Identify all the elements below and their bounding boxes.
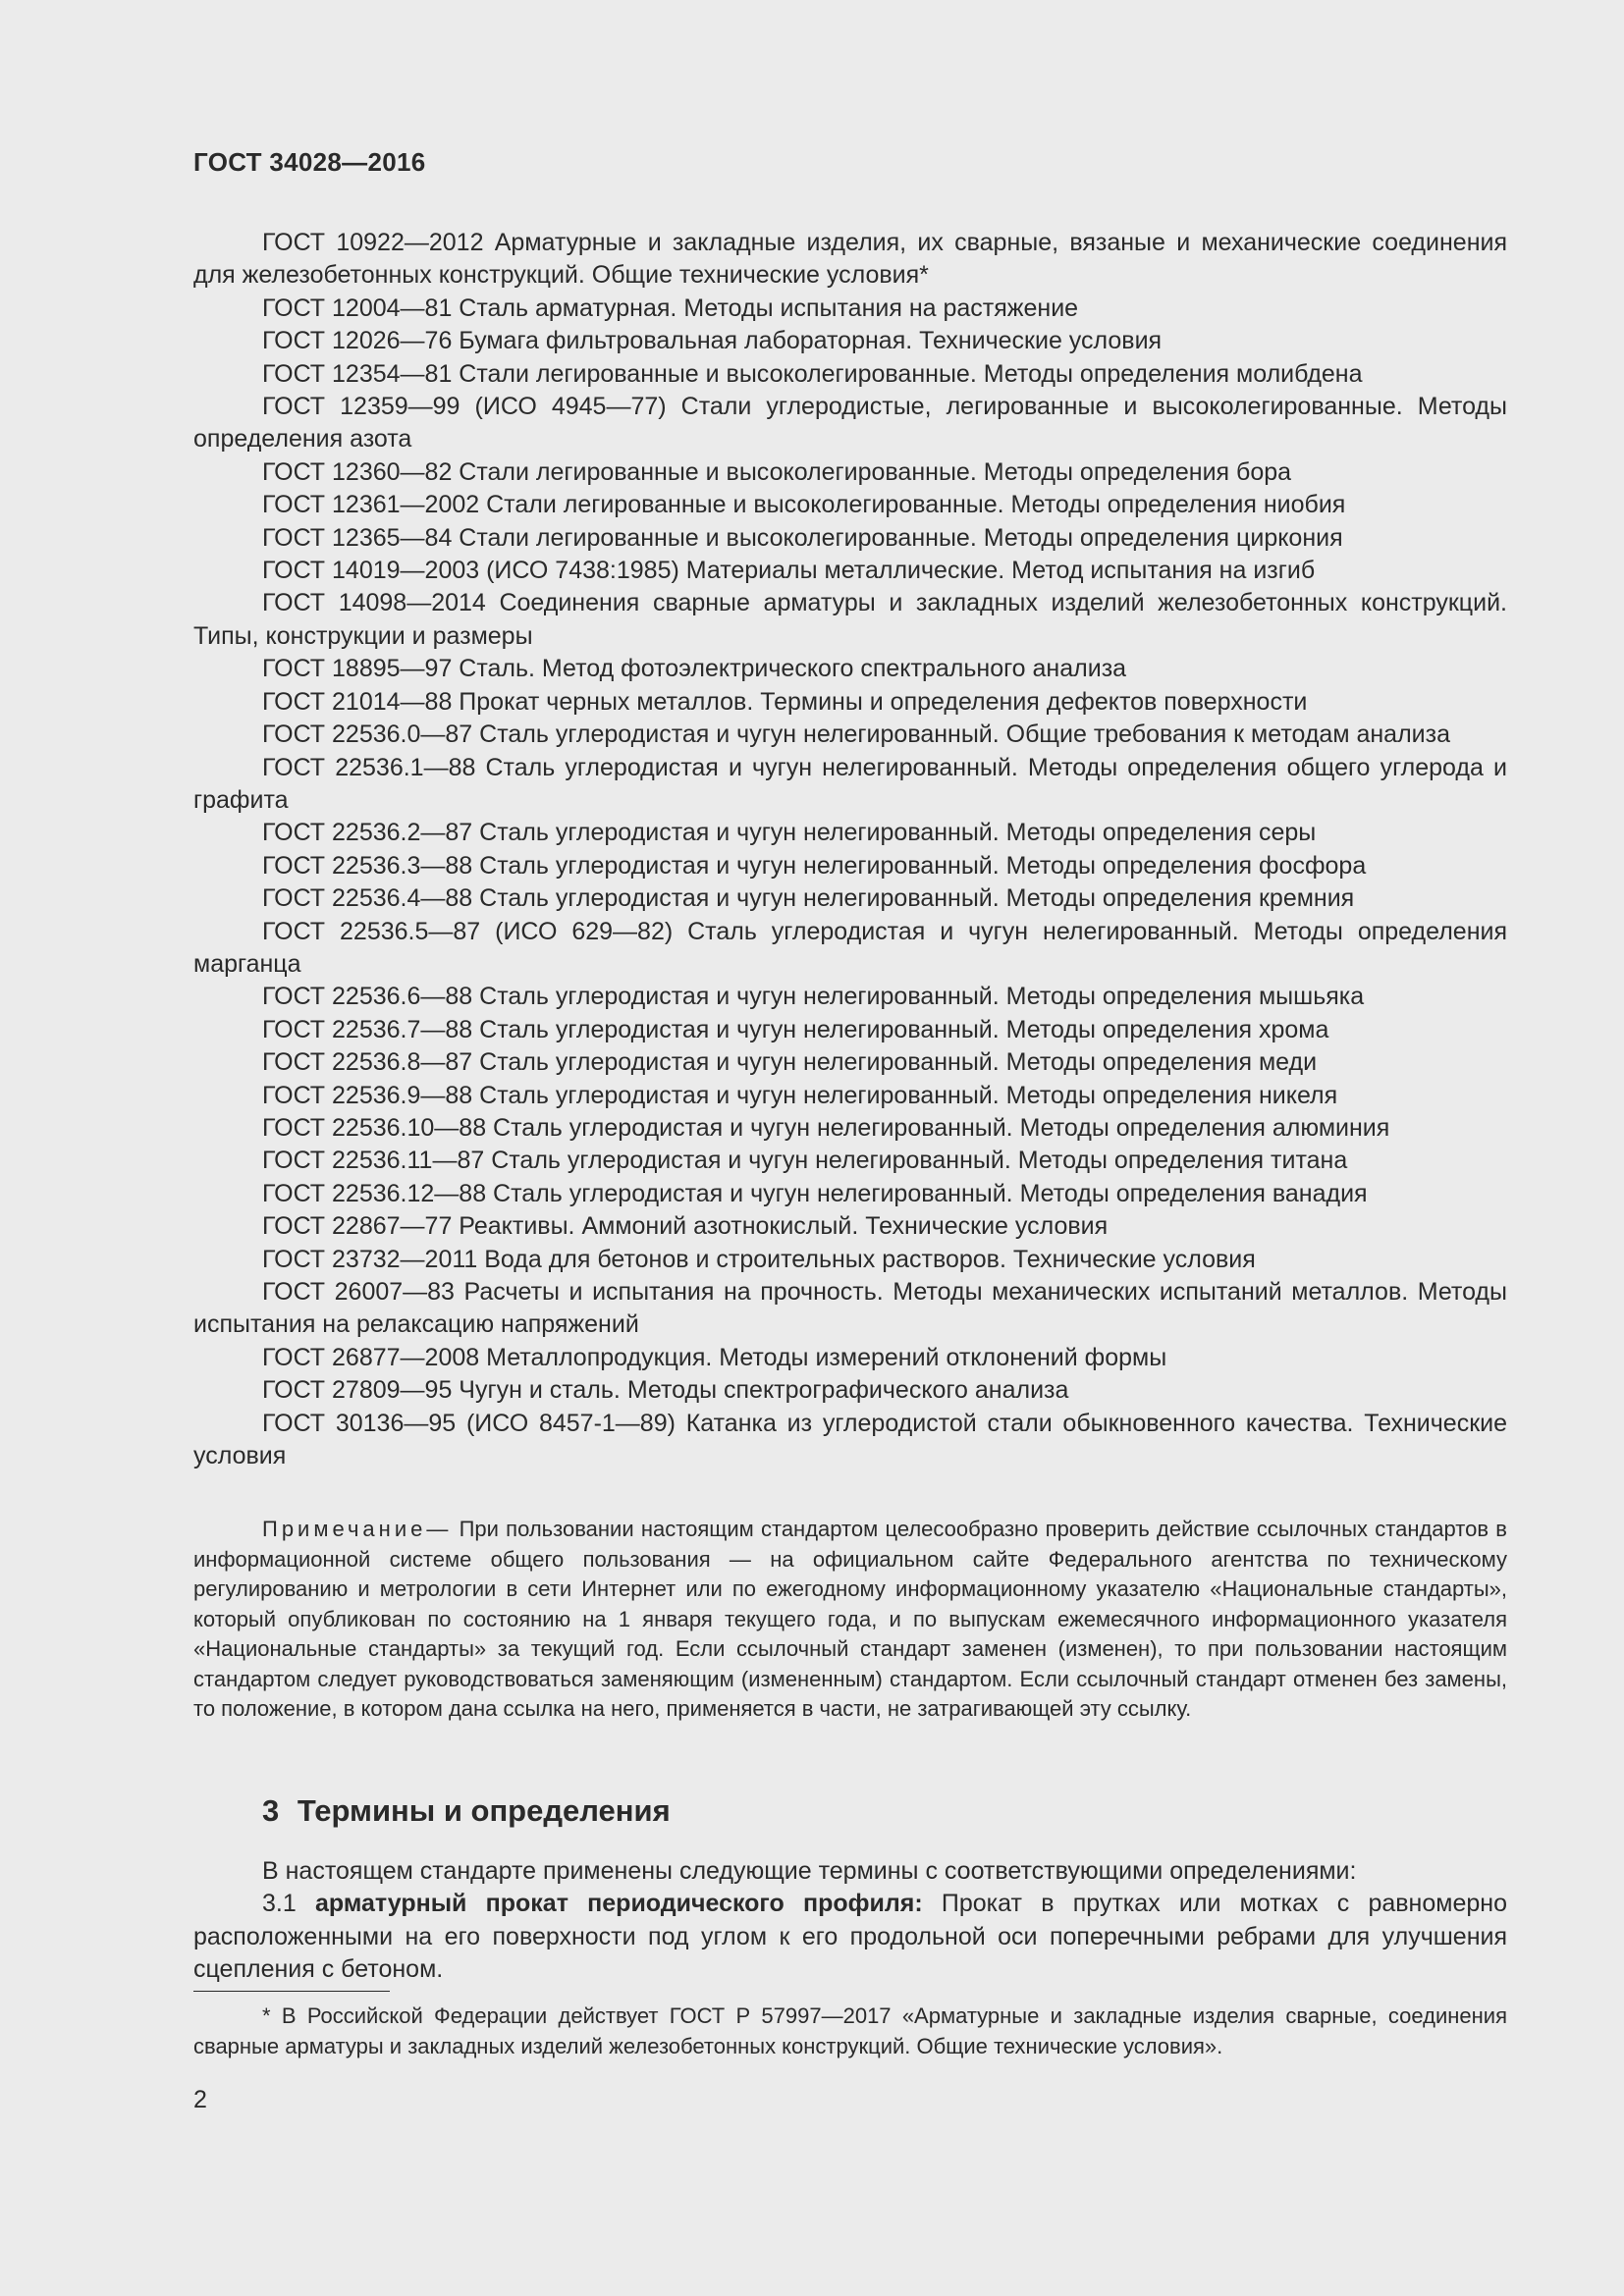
- reference-item: ГОСТ 12026—76 Бумага фильтровальная лабораторная. Технические условия: [262, 327, 1163, 355]
- reference-item: ГОСТ 18895—97 Сталь. Метод фотоэлектрического спектрального анализа: [262, 655, 1127, 683]
- page-number: 2: [193, 2086, 207, 2113]
- reference-item: ГОСТ 22536.1—88 Сталь углеродистая и чугун нелегированный. Методы определения общего углерода и графита: [193, 753, 1507, 814]
- reference-item: ГОСТ 23732—2011 Вода для бетонов и строительных растворов. Технические условия: [262, 1245, 1256, 1273]
- reference-item: ГОСТ 22536.0—87 Сталь углеродистая и чугун нелегированный. Общие требования к методам анализа: [262, 721, 1450, 749]
- reference-item: ГОСТ 10922—2012 Арматурные и закладные изделия, их сварные, вязаные и механические соединения для железобетонных конструкций. Общие технические условия*: [193, 229, 1507, 290]
- reference-item: ГОСТ 22536.11—87 Сталь углеродистая и чугун нелегированный. Методы определения титана: [262, 1147, 1348, 1175]
- section-intro: В настоящем стандарте применены следующие термины с соответствующими определениями:: [262, 1857, 1357, 1885]
- reference-item: ГОСТ 26877—2008 Металлопродукция. Методы измерений отклонений формы: [262, 1343, 1167, 1371]
- footnote: * В Российской Федерации действует ГОСТ Р 57997—2017 «Арматурные и закладные изделия сварные, соединения сварные арматуры и закладных изделий железобетонных конструкций. Общие технические условия».: [193, 2003, 1507, 2058]
- reference-item: ГОСТ 22536.12—88 Сталь углеродистая и чугун нелегированный. Методы определения ванадия: [262, 1179, 1368, 1207]
- reference-item: ГОСТ 22536.5—87 (ИСО 629—82) Сталь углеродистая и чугун нелегированный. Методы определения марганца: [193, 917, 1507, 978]
- footnote-divider: [193, 1991, 390, 1992]
- reference-item: ГОСТ 14019—2003 (ИСО 7438:1985) Материалы металлические. Метод испытания на изгиб: [262, 557, 1316, 585]
- reference-item: ГОСТ 22536.2—87 Сталь углеродистая и чугун нелегированный. Методы определения серы: [262, 819, 1317, 847]
- reference-item: ГОСТ 22536.6—88 Сталь углеродистая и чугун нелегированный. Методы определения мышьяка: [262, 983, 1365, 1011]
- reference-item: ГОСТ 12360—82 Стали легированные и высоколегированные. Методы определения бора: [262, 457, 1292, 486]
- reference-item: ГОСТ 14098—2014 Соединения сварные арматуры и закладных изделий железобетонных конструкций. Типы, конструкции и размеры: [193, 589, 1507, 650]
- reference-item: ГОСТ 21014—88 Прокат черных металлов. Термины и определения дефектов поверхности: [262, 687, 1308, 716]
- term-number: 3.1: [262, 1890, 297, 1918]
- normative-references-list: [193, 227, 1507, 1472]
- reference-item: ГОСТ 22536.3—88 Сталь углеродистая и чугун нелегированный. Методы определения фосфора: [262, 851, 1367, 880]
- note-paragraph: [193, 1515, 1507, 1725]
- reference-item: ГОСТ 22536.9—88 Сталь углеродистая и чугун нелегированный. Методы определения никеля: [262, 1081, 1338, 1109]
- reference-item: ГОСТ 22536.4—88 Сталь углеродистая и чугун нелегированный. Методы определения кремния: [262, 884, 1355, 913]
- reference-item: ГОСТ 22536.7—88 Сталь углеродистая и чугун нелегированный. Методы определения хрома: [262, 1015, 1329, 1043]
- reference-item: ГОСТ 22867—77 Реактивы. Аммоний азотнокислый. Технические условия: [262, 1212, 1109, 1241]
- section-title-text: Термины и определения: [297, 1793, 671, 1828]
- reference-item: ГОСТ 12004—81 Сталь арматурная. Методы испытания на растяжение: [262, 294, 1079, 322]
- reference-item: ГОСТ 12361—2002 Стали легированные и высоколегированные. Методы определения ниобия: [262, 491, 1346, 519]
- term-definition: [193, 1888, 1507, 1986]
- document-header: ГОСТ 34028—2016: [193, 147, 426, 177]
- term-name: арматурный прокат периодического профиля:: [314, 1890, 923, 1918]
- reference-item: ГОСТ 12359—99 (ИСО 4945—77) Стали углеродистые, легированные и высоколегированные. Методы определения азота: [193, 393, 1507, 454]
- note-text: При пользовании настоящим стандартом целесообразно проверить действие ссылочных стандартов в информационной системе общего пользования — на официальном сайте Федерального агентства по техническому регулированию и метрологии в сети Интернет или по ежегодному информационному указателю «Национальные стандарты», который опубликован по состоянию на 1 января текущего года, и по выпускам ежемесячного информационного указателя «Национальные стандарты» за текущий год. Если ссылочный стандарт заменен (изменен), то при пользовании настоящим стандартом следует руководствоваться заменяющим (измененным) стандартом. Если ссылочный стандарт отменен без замены, то положение, в котором дана ссылка на него, применяется в части, не затрагивающей эту ссылку.: [193, 1517, 1507, 1721]
- reference-item: ГОСТ 27809—95 Чугун и сталь. Методы спектрографического анализа: [262, 1376, 1069, 1405]
- section-body: [193, 1855, 1507, 1987]
- reference-item: ГОСТ 22536.8—87 Сталь углеродистая и чугун нелегированный. Методы определения меди: [262, 1048, 1318, 1077]
- section-heading: [262, 1793, 671, 1829]
- term-definition-text: Прокат в прутках или мотках с равномерно расположенными на его поверхности под углом к его продольной оси поперечными ребрами для улучшения сцепления с бетоном.: [193, 1890, 1507, 1984]
- reference-item: ГОСТ 30136—95 (ИСО 8457-1—89) Катанка из углеродистой стали обыкновенного качества. Технические условия: [193, 1409, 1507, 1470]
- reference-item: ГОСТ 12354—81 Стали легированные и высоколегированные. Методы определения молибдена: [262, 359, 1363, 388]
- reference-item: ГОСТ 22536.10—88 Сталь углеродистая и чугун нелегированный. Методы определения алюминия: [262, 1113, 1390, 1142]
- note-label: Примечание—: [262, 1517, 453, 1541]
- section-number: 3: [262, 1793, 280, 1828]
- reference-item: ГОСТ 26007—83 Расчеты и испытания на прочность. Методы механических испытаний металлов. Методы испытания на релаксацию напряжений: [193, 1278, 1507, 1339]
- reference-item: ГОСТ 12365—84 Стали легированные и высоколегированные. Методы определения циркония: [262, 523, 1343, 552]
